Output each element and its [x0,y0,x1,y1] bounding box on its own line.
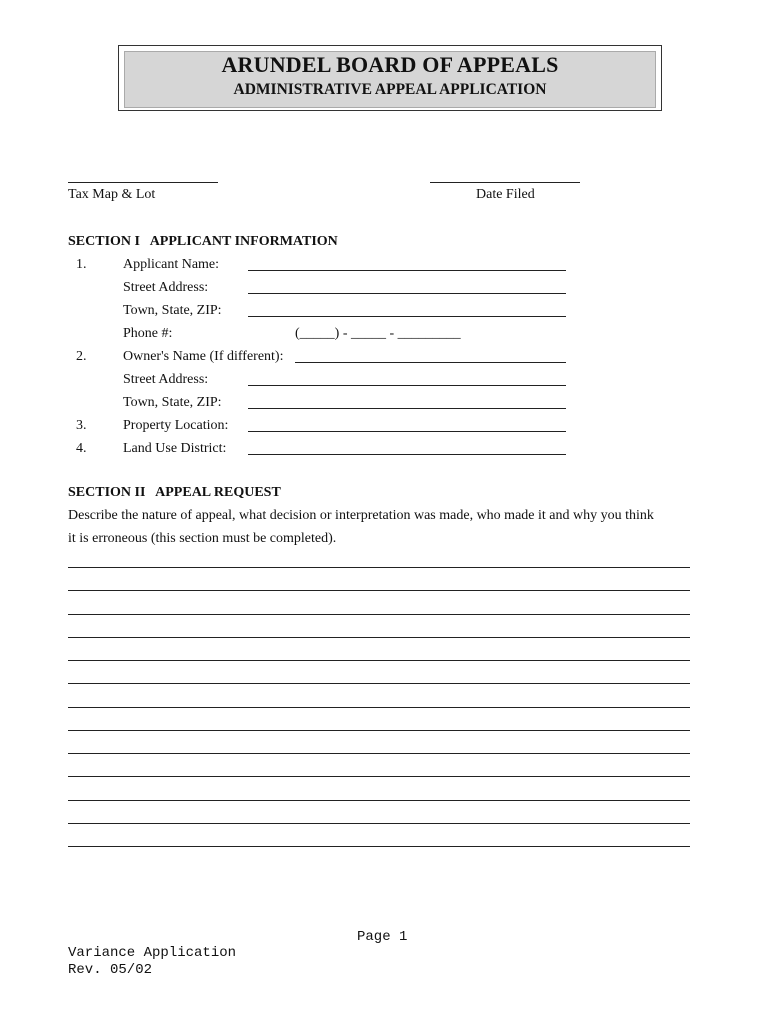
appeal-description-line[interactable] [68,660,690,661]
applicant-name-label: Applicant Name: [123,257,220,272]
document-subtitle: ADMINISTRATIVE APPEAL APPLICATION [233,81,547,98]
date-filed-field[interactable] [430,182,580,183]
item-number-4: 4. [76,441,87,456]
tax-map-lot-field[interactable] [68,182,218,183]
appeal-description-line[interactable] [68,590,690,591]
appeal-description-line[interactable] [68,683,690,684]
page-number: Page 1 [357,929,408,945]
town-state-zip-field[interactable] [248,316,566,317]
appeal-description-line[interactable] [68,614,690,615]
appeal-description-line[interactable] [68,730,690,731]
appeal-description-line[interactable] [68,846,690,847]
appeal-description-line[interactable] [68,753,690,754]
street-address-label: Street Address: [123,280,209,295]
appeal-instructions-line-2: it is erroneous (this section must be completed). [68,531,337,546]
item-number-3: 3. [76,418,87,433]
appeal-description-line[interactable] [68,800,690,801]
phone-field[interactable]: (_____) - _____ - _________ [295,326,461,341]
appeal-description-line[interactable] [68,776,690,777]
property-location-field[interactable] [248,431,566,432]
item-number-2: 2. [76,349,87,364]
section-1-heading: SECTION I APPLICANT INFORMATION [68,234,338,249]
appeal-description-line[interactable] [68,707,690,708]
land-use-district-field[interactable] [248,454,566,455]
appeal-instructions-line-1: Describe the nature of appeal, what decision or interpretation was made, who made it and why you think [68,508,654,523]
owner-town-state-zip-label: Town, State, ZIP: [123,395,222,410]
owner-street-address-field[interactable] [248,385,566,386]
appeal-description-line[interactable] [68,823,690,824]
owner-street-address-label: Street Address: [123,372,209,387]
land-use-district-label: Land Use District: [123,441,227,456]
street-address-field[interactable] [248,293,566,294]
document-title: ARUNDEL BOARD OF APPEALS [221,52,559,77]
owner-name-field[interactable] [295,362,566,363]
owner-town-state-zip-field[interactable] [248,408,566,409]
applicant-name-field[interactable] [248,270,566,271]
date-filed-label: Date Filed [476,187,535,202]
section-2-heading: SECTION II APPEAL REQUEST [68,485,281,500]
phone-label: Phone #: [123,326,173,341]
appeal-description-line[interactable] [68,567,690,568]
owner-name-label: Owner's Name (If different): [123,349,284,364]
tax-map-lot-label: Tax Map & Lot [68,187,156,202]
item-number-1: 1. [76,257,87,272]
town-state-zip-label: Town, State, ZIP: [123,303,222,318]
form-revision: Rev. 05/02 [68,962,153,978]
appeal-description-line[interactable] [68,637,690,638]
property-location-label: Property Location: [123,418,229,433]
form-name: Variance Application [68,945,237,961]
